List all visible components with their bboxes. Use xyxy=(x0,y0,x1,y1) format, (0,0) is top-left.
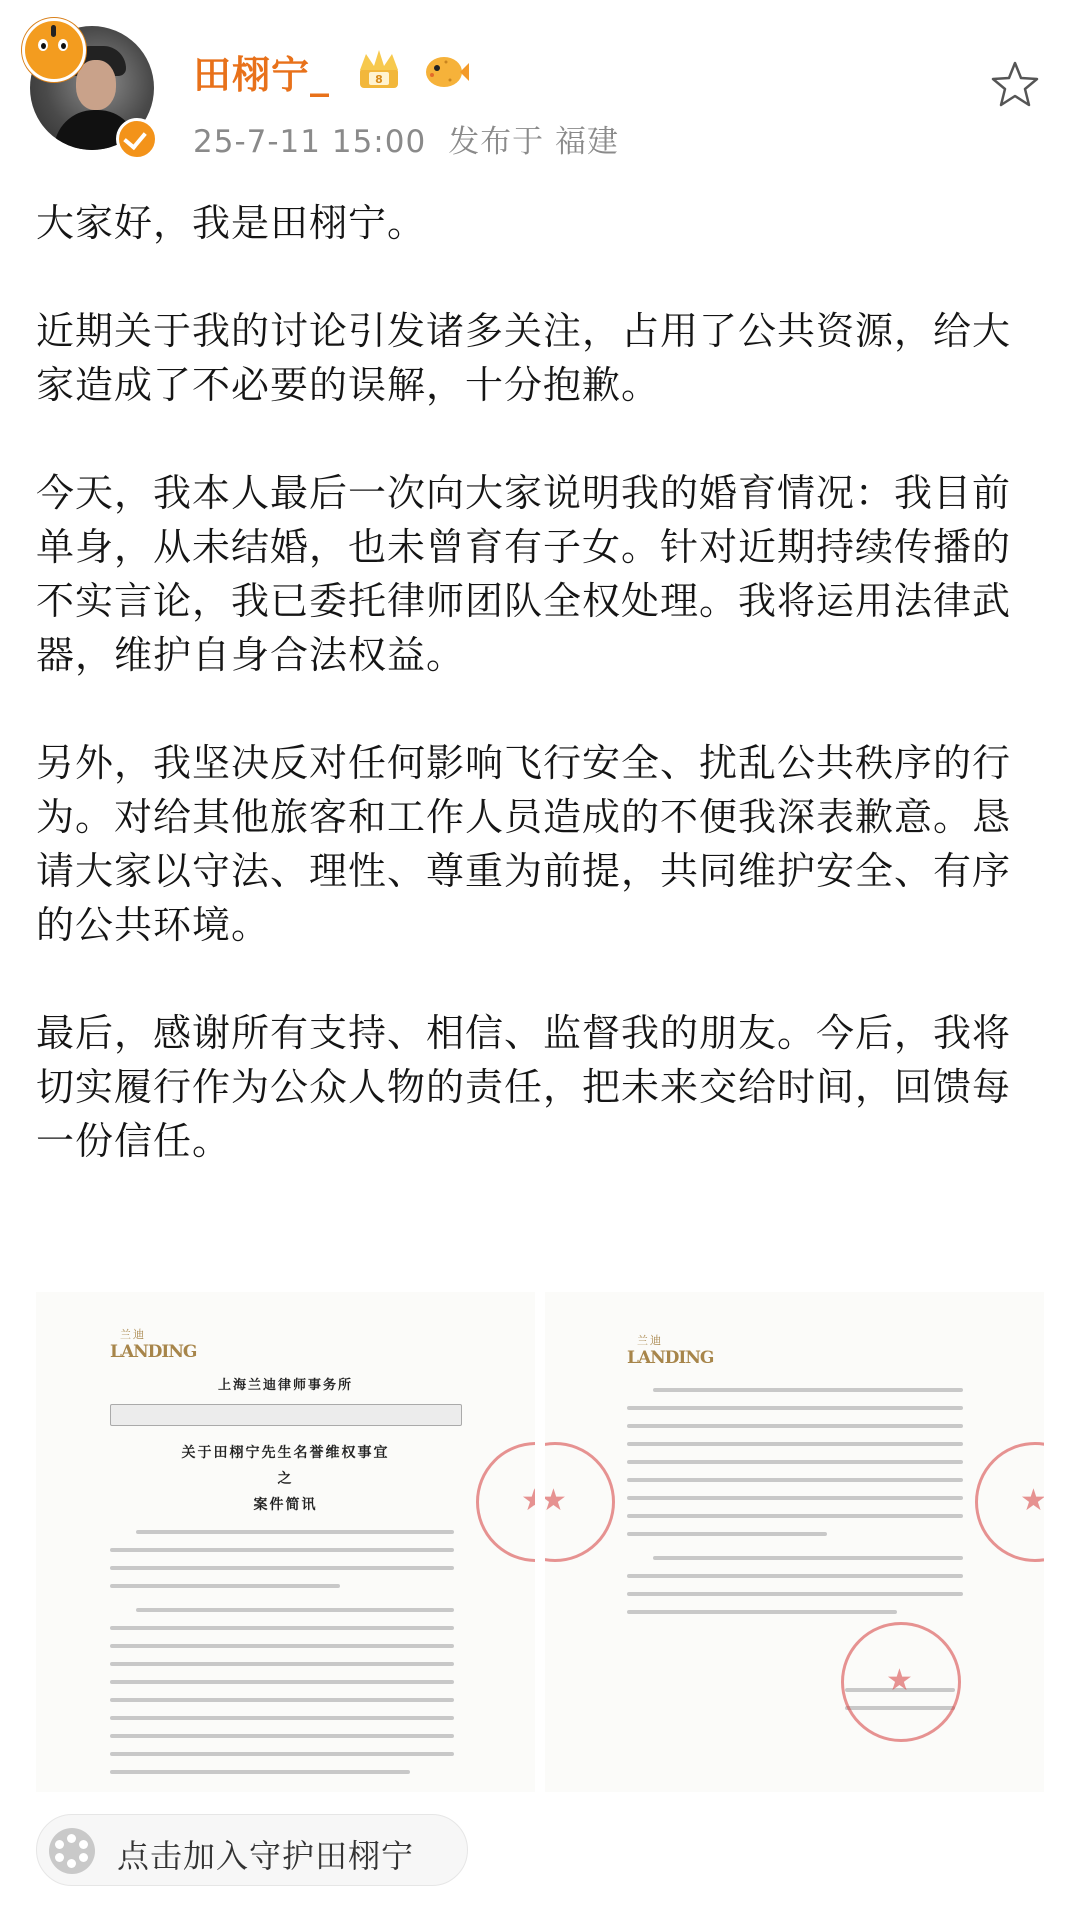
logo-en: LANDING xyxy=(627,1348,714,1368)
author-name[interactable]: 田栩宁_ xyxy=(193,53,331,97)
avatar-face xyxy=(76,60,116,110)
text-line xyxy=(110,1584,340,1588)
red-seal-stamp xyxy=(975,1442,1044,1562)
firm-name: 上海兰迪律师事务所 xyxy=(217,1378,353,1393)
text-line xyxy=(653,1556,963,1560)
text-line xyxy=(110,1626,454,1630)
text-line xyxy=(627,1592,963,1596)
text-line xyxy=(136,1530,454,1534)
doc-title-line3: 案件简讯 xyxy=(253,1497,318,1513)
text-line xyxy=(110,1752,454,1756)
text-line xyxy=(110,1770,410,1774)
text-line xyxy=(627,1460,963,1464)
text-line xyxy=(110,1548,454,1552)
landing-logo xyxy=(110,1326,196,1362)
svg-text:8: 8 xyxy=(375,73,383,86)
attached-image-legal-notice-1[interactable] xyxy=(36,1292,535,1792)
crown-icon[interactable] xyxy=(354,48,404,92)
red-seal-stamp xyxy=(545,1442,615,1562)
text-line xyxy=(627,1496,963,1500)
flower-icon xyxy=(49,1828,95,1874)
notice-box xyxy=(110,1404,462,1426)
text-line xyxy=(627,1442,963,1446)
text-line xyxy=(627,1478,963,1482)
text-line xyxy=(136,1608,454,1612)
landing-logo xyxy=(627,1332,713,1368)
join-guard-label: 点击加入守护田栩宁 xyxy=(117,1837,415,1875)
tiger-pendant-icon xyxy=(22,18,86,82)
red-seal-stamp xyxy=(841,1622,961,1742)
verified-badge-icon xyxy=(116,118,158,160)
attached-image-legal-notice-2[interactable] xyxy=(545,1292,1044,1792)
text-line xyxy=(627,1514,963,1518)
logo-cn: 兰迪 xyxy=(637,1334,663,1347)
star-icon[interactable] xyxy=(990,60,1040,108)
text-line xyxy=(627,1424,963,1428)
text-line xyxy=(110,1566,454,1570)
post-content xyxy=(36,196,1046,1222)
paragraph: 近期关于我的讨论引发诸多关注，占用了公共资源，给大家造成了不必要的误解，十分抱歉。 xyxy=(36,309,1012,407)
text-line xyxy=(627,1574,963,1578)
text-line xyxy=(627,1532,827,1536)
paragraph: 大家好，我是田栩宁。 xyxy=(36,201,427,245)
text-line xyxy=(627,1610,897,1614)
text-line xyxy=(627,1406,963,1410)
logo-cn: 兰迪 xyxy=(120,1328,146,1341)
post-timestamp: 25-7-11 15:00 xyxy=(193,124,427,160)
logo-en: LANDING xyxy=(110,1342,197,1362)
paragraph: 最后，感谢所有支持、相信、监督我的朋友。今后，我将切实履行作为公众人物的责任，把未来交给时间，回馈每一份信任。 xyxy=(36,1011,1012,1163)
post-header xyxy=(0,0,1080,170)
text-line xyxy=(110,1644,454,1648)
text-line xyxy=(653,1388,963,1392)
text-line xyxy=(110,1698,454,1702)
doc-title-line1: 关于田栩宁先生名誉维权事宜 xyxy=(181,1445,390,1461)
text-line xyxy=(110,1716,454,1720)
post-location: 发布于 福建 xyxy=(448,124,620,160)
post-meta xyxy=(193,116,641,161)
text-line xyxy=(110,1734,454,1738)
paragraph: 今天，我本人最后一次向大家说明我的婚育情况：我目前单身，从未结婚，也未曾育有子女。针对近期持续传播的不实言论，我已委托律师团队全权处理。我将运用法律武器，维护自身合法权益。 xyxy=(36,471,1012,677)
doc-title-line2: 之 xyxy=(277,1471,294,1487)
text-line xyxy=(110,1662,454,1666)
join-guard-button[interactable] xyxy=(36,1814,468,1886)
pufferfish-icon[interactable] xyxy=(422,54,470,90)
paragraph: 另外，我坚决反对任何影响飞行安全、扰乱公共秩序的行为。对给其他旅客和工作人员造成的不便我深表歉意。恳请大家以守法、理性、尊重为前提，共同维护安全、有序的公共环境。 xyxy=(36,741,1012,947)
text-line xyxy=(110,1680,454,1684)
